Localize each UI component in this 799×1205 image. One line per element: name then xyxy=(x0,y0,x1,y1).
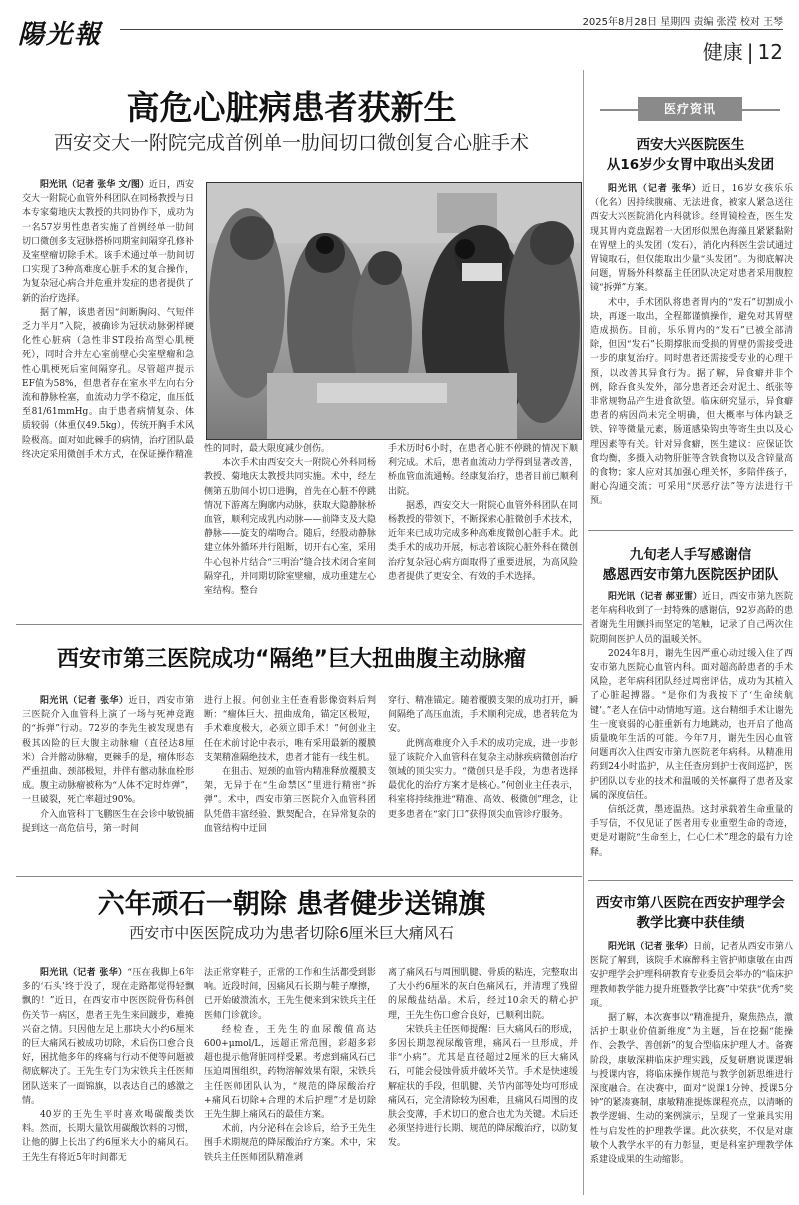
banner-line-left xyxy=(600,109,638,111)
masthead-rule xyxy=(120,29,783,30)
article3-text-6: 离了痛风石与周围肌腱、骨质的粘连，完整取出了大小约6厘米的灰白色痛风石，并清理了残留的尿酸盐结晶。术后，经过10余天的精心护理，王先生伤口愈合良好，已顺利出院。 xyxy=(388,968,578,1021)
article3-headline: 六年顽石一朝除 患者健步送锦旗 xyxy=(97,889,486,920)
masthead xyxy=(0,0,799,64)
page-number: 12 xyxy=(757,40,783,64)
article2-text-2: 介入血管科丁飞鹏医生在会诊中敏锐捕捉到这一高危信号，第一时间 xyxy=(22,809,194,834)
sidebar-item1-text-1: 近日，16岁女孩乐乐（化名）因持续腹痛、无法进食，被家人紧急送往西安大兴医院消化内科就诊。经胃镜检查，医生发现其胃内竟盘踞着一大团形似黑色海藻且紧紧黏附在胃壁上的头发团（发石），消化内科医生尝试通过胃镜取石，但仅能取出少量“头发团”。为彻底解决问题，胃肠外科蔡磊主任团队决定对患者采用腹腔镜“拆弹”方案。 xyxy=(590,184,793,294)
sidebar-item2-text-3: 信纸泛黄，墨迹温热。这封承载着生命重量的手写信，不仅见证了医者用专业重塑生命的奇迹，更是对谢院“生命至上，仁心仁术”理念的最有力诠释。 xyxy=(590,805,793,858)
article3-subhead: 西安市中医医院成功为患者切除6厘米巨大痛风石 xyxy=(129,924,454,942)
newspaper-logo: 陽光報 xyxy=(18,20,103,50)
article3-text-5: 术前，内分泌科在会诊后，给予王先生围手术期规范的降尿酸治疗方案。术中，宋铁兵主任医师团队精准剥 xyxy=(204,1124,376,1163)
article3-text-2: 40岁的王先生平时喜欢喝碳酸类饮料。然而，长期大量饮用碳酸饮料的习惯，让他的脚上长出了约6厘米大小的痛风石。王先生有将近5年时间都无 xyxy=(22,1110,194,1163)
article1-text-1: 近日，西安交大一附院心血管外科团队在同杨教授与日本专家菊地庆太教授的共同协作下，成功为一名57岁男性患者实施了首例经单一肋间切口微创多支冠脉搭桥同期室间隔穿孔修补及室壁瘤切除手术。该手术通过单一肋间切口实现了3种高难度心脏手术的复合操作，为复杂冠心病合并危重并发症的患者提供了新的治疗选择。 xyxy=(22,180,194,304)
sidebar-banner xyxy=(600,97,780,121)
article2-text-5: 穿行、精准锚定。随着覆膜支架的成功打开，瞬间隔绝了高压血流，手术顺利完成，患者转危为安。 xyxy=(388,696,578,735)
dateline: 2025年8月28日 星期四 责编 张滢 校对 王琴 xyxy=(582,17,783,28)
article2-column-1 xyxy=(22,694,194,868)
sidebar-item2-title: 九旬老人手写感谢信 感恩西安市第九医院医护团队 xyxy=(602,547,779,583)
section-separator: | xyxy=(746,40,754,64)
sidebar-item2-text-2: 2024年8月，谢先生因严重心动过缓入住了西安市第九医院心血管内科。面对超高龄患者的手术风险，老年病科团队经过周密评估，成功为其植入了心脏起搏器。“是你们为我按下了‘生命续航键’。”老人在信中动情地写道。这台精细手术让谢先生一度衰弱的心脏重新有力地跳动，也开启了他高质量晚年生活的可能。今年7月，谢先生因心血管问题再次入住西安市第九医院老年病科。从精准用药到24小时监护，从主任查房到护士夜间巡护，医护团队以专业的技术和温暖的关怀赢得了患者及家属的深度信任。 xyxy=(590,648,793,801)
article1-text-2: 据了解，该患者因“间断胸闷、气短伴乏力半月”入院，被确诊为冠状动脉粥样硬化性心脏病（急性非ST段抬高型心肌梗死），同时合并左心室前壁心尖室壁瘤和急性心肌梗死后室间隔穿孔。尽管超声提示EF值为58%，但患者存在室水平左向右分流和静脉栓塞，血流动力学不稳定，血压低至81/61mmHg。由于患者病情复杂、体质较弱（体重仅49.5kg），传统开胸手术风险极高。面对如此棘手的病情，治疗团队最终决定采用微创手术方式，在保证操作精准 xyxy=(22,307,194,460)
article3-byline: 阳光讯（记者 张华） xyxy=(40,968,128,978)
article2-column-2 xyxy=(204,694,376,868)
article3-text-4: 经检查，王先生的血尿酸值高达600+μmol/L，远超正常范围，彩超多彩超也提示他肾脏同样受累。考虑到痛风石已压迫周围组织，药物溶解效果有限，宋铁兵主任医师团队认为，“规范的降尿酸治疗+痛风石切除+合理的术后护理”才是切除王先生脚上痛风石的最佳方案。 xyxy=(204,1024,376,1121)
sidebar-item1-text-2: 术中，手术团队将患者胃内的“发石”切割成小块，再逐一取出，全程都谨慎操作，避免对其胃壁造成损伤。目前，乐乐胃内的“发石”已被全部清除，但因“发石”长期撑胀而受损的胃壁仍需接受进一步的康复治疗。同时患者还需接受专业的心理干预，以改善其异食行为。据了解，异食癖并非个例，除吞食头发外，部分患者还会对泥土、纸张等非常规物品产生进食欲望。临床研究显示，异食癖患者的病因尚未完全明确，但大概率与体内缺乏铁、锌等微量元素，肠道感染钩虫等寄生虫以及心理因素等有关。针对异食癖，医生建议：应保证饮食均衡，多摄入动物肝脏等含铁食物以及含锌量高的食物；家人应对其加强心理关怀，多陪伴孩子，耐心沟通交流；可采用“厌恶疗法”等方法进行干预。 xyxy=(590,297,793,507)
article2-text-3: 进行上报。何创业主任查看影像资料后判断：“瘤体巨大、扭曲成角，锚定区极短，手术难度极大，必须立即手术！”何创业主任在术前讨论中表示，唯有采用最新的覆膜支架精准隔绝技术，患者才能有一线生机。 xyxy=(204,696,376,763)
article1-text-5: 手术历时6小时，在患者心脏不停跳的情况下顺利完成。术后，患者血流动力学得到显著改善，桥血管血流通畅。经康复治疗，患者目前已顺利出院。 xyxy=(388,444,578,497)
sidebar-item3-text-2: 据了解，本次赛事以“精准提升，聚焦热点，激活护士职业价值新维度”为主题，旨在挖掘“能操作、会教学、善创新”的复合型临床护理人才。备赛阶段，康敏深耕临床护理实践，反复研磨说课逻辑与授课内容，将临床操作规范与教学创新思维进行深度融合。在决赛中，面对“说课1分钟、授课5分钟”的紧凑赛制，康敏精准提炼课程亮点，以清晰的教学逻辑、生动的案例演示，呈现了一堂兼具实用性与启发性的护理教学课。此次获奖，不仅是对康敏个人教学水平的有力彰显，更是科室护理教学体系建设成果的生动缩影。 xyxy=(590,1013,793,1166)
article1-column-3 xyxy=(388,442,578,612)
sidebar-item2-text-1: 近日，西安市第九医院老年病科收到了一封特殊的感谢信，92岁高龄的患者谢先生用颤抖而坚定的笔触，记录了自己两次住院期间医护人员的温暖关怀。 xyxy=(590,592,793,645)
sidebar-divider-1 xyxy=(588,530,793,531)
article1-text-3: 性的同时，最大限度减少创伤。 xyxy=(204,444,331,454)
sidebar-item3-text-1: 日前，记者从西安市第八医院了解到，该院手术麻醉科主管护师康敏在由西安护理学会护理科研教育专业委员会举办的“临床护理教师教学能力提升班暨教学比赛”中荣获“优秀”奖项。 xyxy=(590,942,793,1009)
article1-subhead: 西安交大一附院完成首例单一肋间切口微创复合心脏手术 xyxy=(53,132,529,154)
divider-1 xyxy=(16,624,582,625)
article3-column-3 xyxy=(388,966,578,1198)
sidebar-item1-body xyxy=(590,182,793,522)
sidebar-item3-title: 西安市第八医院在西安护理学会 教学比赛中获佳绩 xyxy=(596,895,785,931)
section-name: 健康 xyxy=(702,40,743,64)
article1-headline: 高危心脏病患者获新生 xyxy=(126,88,457,127)
article3-text-7: 宋铁兵主任医师提醒：巨大痛风石的形成，多因长期忽视尿酸管理，痛风石一旦形成，并非“小病”。尤其是直径超过2厘米的巨大痛风石，可能会侵蚀骨质并破坏关节。手术是快速缓解症状的手段，但肌腱、关节内部等处均可形成痛风石，完全清除较为困难，且痛风石周围的皮肤会变薄，手术切口的愈合也尤为关键。术后还必须坚持进行长期、规范的降尿酸治疗，以防复发。 xyxy=(388,1024,578,1149)
sidebar-item3-body xyxy=(590,940,793,1198)
section-tag xyxy=(703,36,783,65)
article1-column-1 xyxy=(22,178,194,596)
divider-2 xyxy=(16,876,582,877)
article2-text-6: 此例高难度介入手术的成功完成，进一步彰显了该院介入血管科在复杂主动脉疾病微创治疗领域的顶尖实力。“微创只是手段，为患者选择最优化的治疗方案才是核心。”何创业主任表示，科室将持续推进“精准、高效、极微创”理念，让更多患者在“家门口”获得顶尖血管诊疗服务。 xyxy=(388,738,578,820)
sidebar-item2-byline: 阳光讯（记者 郝亚雷） xyxy=(608,592,703,602)
article1-byline: 阳光讯（记者 张华 文/图） xyxy=(40,180,149,190)
sidebar-item1-byline: 阳光讯（记者 张华） xyxy=(608,184,702,194)
article2-text-1: 近日，西安市第三医院介入血管科上演了一场与死神竞跑的“拆弹”行动。72岁的李先生被发现患有极其凶险的巨大腹主动脉瘤（直径达8厘米）合并髂动脉瘤，更棘手的是，瘤体形态严重扭曲、颈部极短，并伴有髂动脉血栓形成。腹主动脉瘤被称为“人体不定时炸弹”，一旦破裂，死亡率超过90%。 xyxy=(22,696,194,806)
sidebar-banner-label: 医疗资讯 xyxy=(638,97,742,121)
article1-text-4: 本次手术由西安交大一附院心外科同杨教授、菊地庆太教授共同实施。术中，经左侧第五肋间小切口进胸，首先在心脏不停跳情况下游离左胸廓内动脉，获取大隐静脉桥血管，顺利完成乳内动脉——前降支及大隐静脉——旋支的端吻合。随后，经股动静脉建立体外循环并行阻断，切开右心室，采用牛心包补片结合“三明治”缝合技术闭合室间隔穿孔，并同期切除室壁瘤，成功重建左心室结构。整台 xyxy=(204,458,376,597)
article2-headline: 西安市第三医院成功“隔绝”巨大扭曲腹主动脉瘤 xyxy=(57,647,526,672)
article1-text-6: 据悉，西安交大一附院心血管外科团队在同杨教授的带领下，不断探索心脏微创手术技术，近年来已成功完成多种高难度微创心脏手术。此类手术的成功开展，标志着该院心脏外科在微创治疗复杂冠心病方面取得了重要进展，为高风险患者提供了更安全、有效的手术选择。 xyxy=(388,500,578,582)
article3-text-3: 法正常穿鞋子，正常的工作和生活都受到影响。近段时间，因痛风石长期与鞋子摩擦，已开始破溃流水，王先生便来到宋铁兵主任医师门诊就诊。 xyxy=(204,968,376,1021)
article3-column-1 xyxy=(22,966,194,1198)
article2-column-3 xyxy=(388,694,578,868)
banner-line-right xyxy=(742,109,780,111)
surgery-photo xyxy=(206,182,582,440)
article2-byline: 阳光讯（记者 张华） xyxy=(40,696,129,706)
article2-text-4: 在狙击、短颈的血管内精准释放覆膜支架，无异于在“生命禁区”里进行精密“拆弹”。术中，西安市第三医院介入血管科团队凭借丰富经验、默契配合，在异常复杂的血管结构中迂回 xyxy=(204,767,376,834)
article1-column-2 xyxy=(204,442,376,612)
sidebar-item2-body xyxy=(590,590,793,872)
sidebar-divider-2 xyxy=(588,880,793,881)
surgery-photo-image xyxy=(207,183,582,440)
column-divider xyxy=(583,70,584,1195)
article3-column-2 xyxy=(204,966,376,1198)
article3-text-1: “压在我脚上6年多的‘石头’终于没了，现在走路都觉得轻飘飘的！”近日，在西安市中医医院骨伤科创伤关节一病区，患者王先生来回踱步，难掩兴奋之情。只因他左足上那块大小约6厘米的巨大痛风石被成功切除，术后伤口愈合良好，困扰他多年的疼痛与行动不便等问题被彻底解决了。王先生专门为宋铁兵主任医师团队送来了一面锦旗，以表达自己的感激之情。 xyxy=(22,968,194,1106)
sidebar-item1-title: 西安大兴医院医生 从16岁少女胃中取出头发团 xyxy=(606,137,775,173)
sidebar-item3-byline: 阳光讯（记者 张华） xyxy=(608,942,694,952)
